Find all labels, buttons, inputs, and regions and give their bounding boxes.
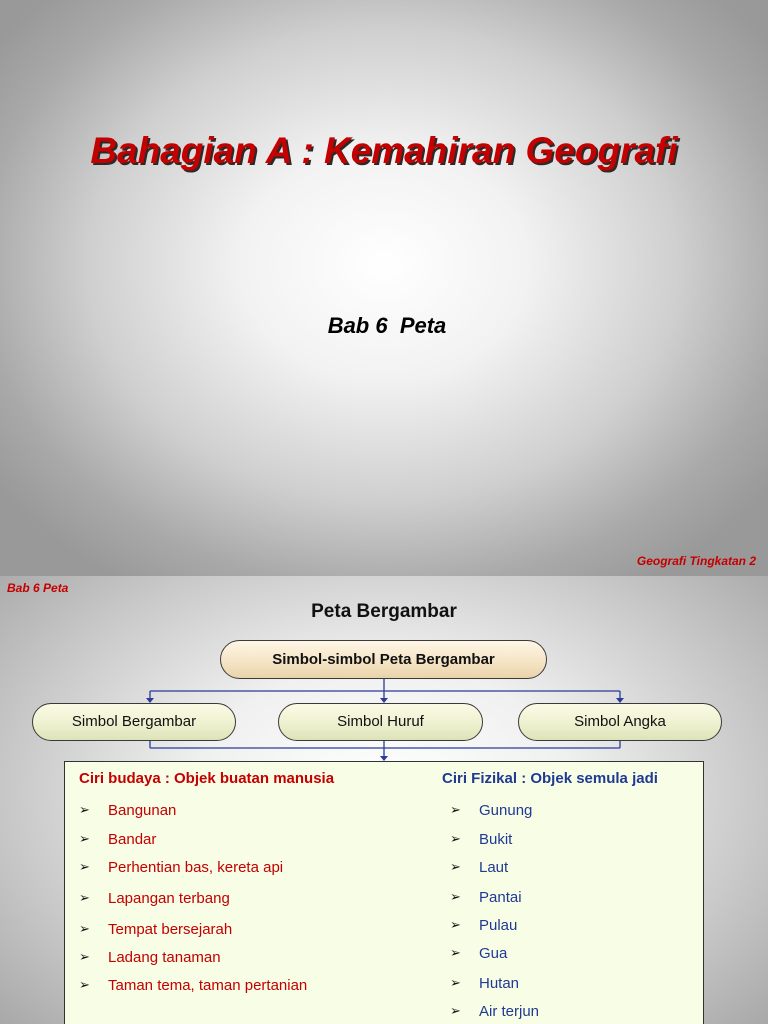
arrow-bullet-icon: ➢ — [450, 945, 461, 960]
features-box: Ciri budaya : Objek buatan manusia Ciri Fizikal : Objek semula jadi ➢ Bangunan ➢ Bandar ➢ Perhentian bas, kereta api ➢ Lapangan terbang ➢ Tempat bersejarah ➢ Ladang tanaman ➢ Taman tema, taman pertanian ➢ Gunung ➢ Bukit ➢ Laut ➢ Pantai ➢ Pulau ➢ Gua ➢ Hutan ➢ Air terjun — [64, 761, 704, 1024]
branch-node-huruf: Simbol Huruf — [278, 703, 483, 741]
arrow-bullet-icon: ➢ — [450, 1003, 461, 1018]
arrow-bullet-icon: ➢ — [450, 917, 461, 932]
arrow-bullet-icon: ➢ — [79, 802, 90, 817]
arrow-bullet-icon: ➢ — [79, 921, 90, 936]
arrow-bullet-icon: ➢ — [79, 859, 90, 874]
chapter-subtitle: Bab 6 Peta — [327, 313, 447, 338]
slide-heading: Peta Bergambar — [311, 601, 457, 622]
arrow-bullet-icon: ➢ — [450, 802, 461, 817]
arrow-bullet-icon: ➢ — [79, 890, 90, 905]
physical-heading: Ciri Fizikal : Objek semula jadi — [442, 770, 658, 787]
slide-title: Bahagian A : Kemahiran Geografi — [90, 130, 678, 171]
root-node: Simbol-simbol Peta Bergambar — [220, 640, 547, 679]
arrow-bullet-icon: ➢ — [450, 859, 461, 874]
content-slide — [0, 576, 768, 1024]
arrow-bullet-icon: ➢ — [450, 889, 461, 904]
cultural-heading: Ciri budaya : Objek buatan manusia — [79, 770, 335, 787]
arrow-bullet-icon: ➢ — [79, 949, 90, 964]
slide-footer: Geografi Tingkatan 2 — [636, 554, 756, 568]
arrow-bullet-icon: ➢ — [79, 977, 90, 992]
arrow-bullet-icon: ➢ — [450, 975, 461, 990]
branch-node-angka: Simbol Angka — [518, 703, 722, 741]
branch-node-bergambar: Simbol Bergambar — [32, 703, 236, 741]
slide-header: Bab 6 Peta — [7, 581, 69, 595]
arrow-bullet-icon: ➢ — [79, 831, 90, 846]
arrow-bullet-icon: ➢ — [450, 831, 461, 846]
